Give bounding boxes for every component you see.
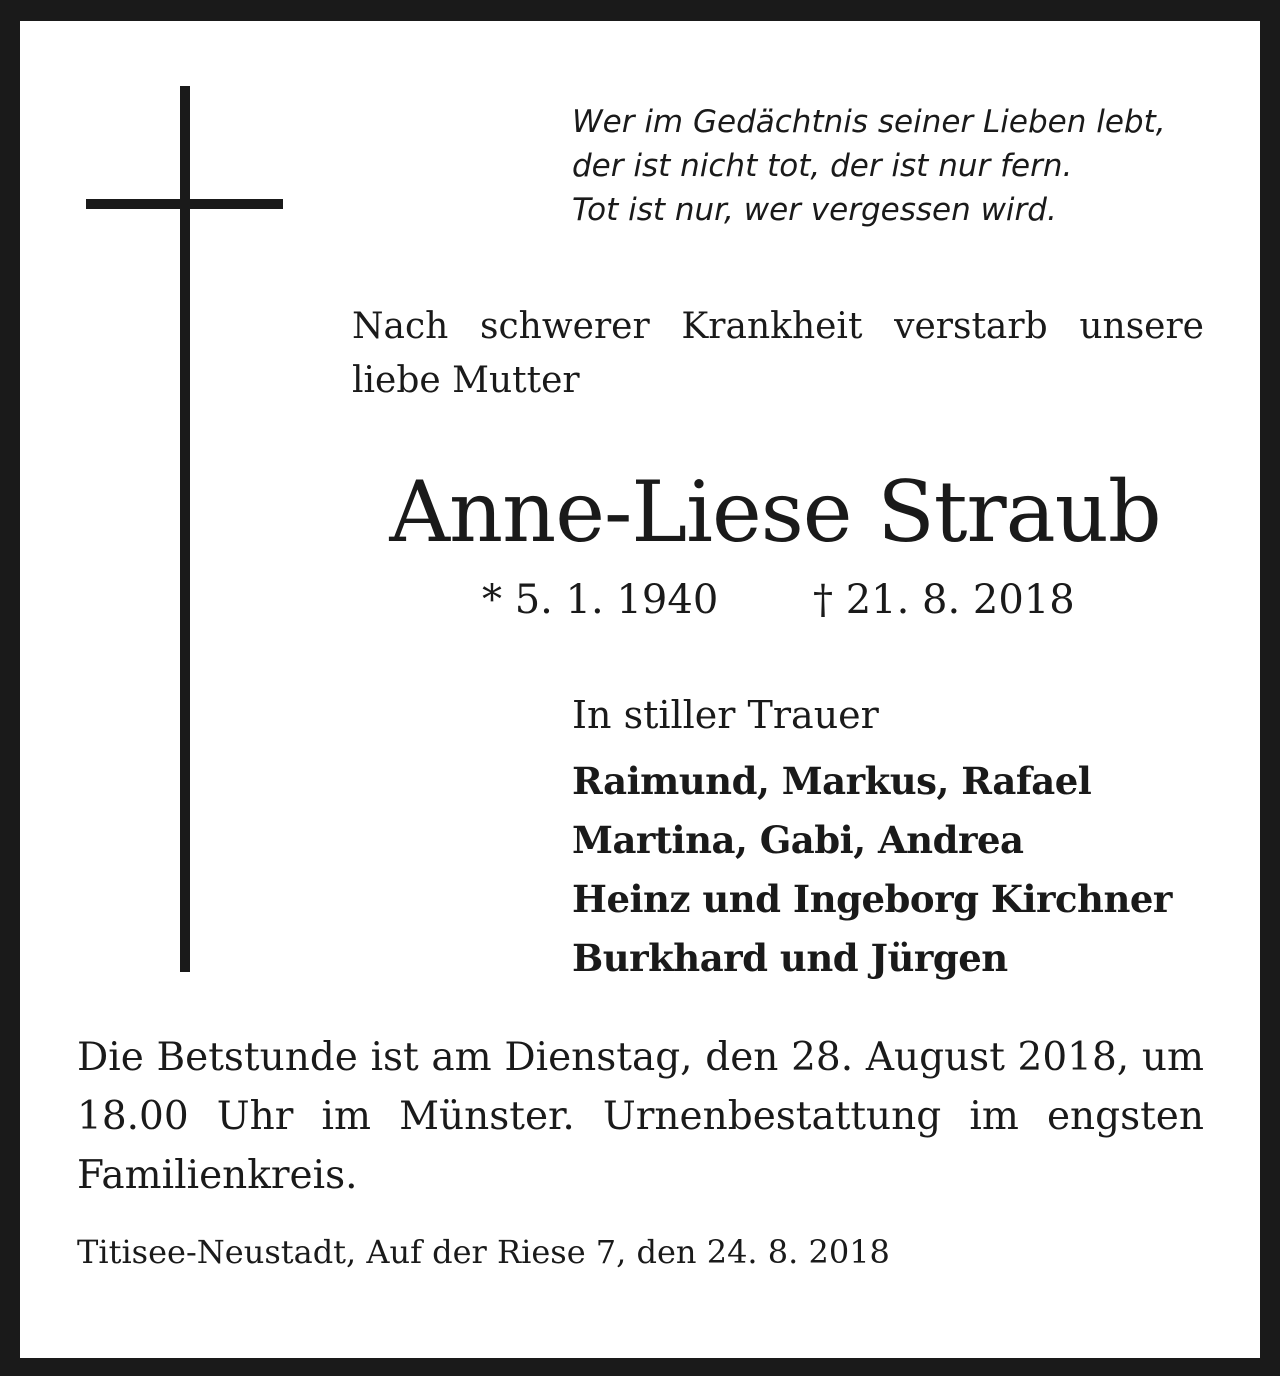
mourner-line: Martina, Gabi, Andrea [572, 818, 1024, 862]
cross-vertical-bar [180, 86, 190, 972]
place-and-date: Titisee-Neustadt, Auf der Riese 7, den 24. 8. 2018 [77, 1233, 890, 1271]
verse-line: Wer im Gedächtnis seiner Lieben lebt, [572, 104, 1166, 140]
mourner-line: Heinz und Ingeborg Kirchner [572, 877, 1172, 921]
mourner-line: Burkhard und Jürgen [572, 936, 1008, 980]
mourner-line: Raimund, Markus, Rafael [572, 759, 1092, 803]
deceased-name: Anne-Liese Straub [389, 463, 1161, 561]
verse-line: der ist nicht tot, der ist nur fern. [572, 148, 1073, 184]
memorial-verse [572, 100, 1232, 232]
mourning-intro: In stiller Trauer [572, 693, 879, 737]
birth-date: * 5. 1. 1940 [482, 577, 719, 623]
verse-line: Tot ist nur, wer vergessen wird. [572, 192, 1057, 228]
cross-horizontal-bar [86, 199, 283, 209]
death-date: † 21. 8. 2018 [813, 577, 1075, 623]
service-information: Die Betstunde ist am Dienstag, den 28. August 2018, um 18.00 Uhr im Münster. Urnenbestattung im engsten Familienkreis. [77, 1035, 1204, 1198]
death-announcement-text: Nach schwerer Krankheit verstarb unsere liebe Mutter [352, 306, 1204, 401]
mourners-list [572, 752, 1222, 988]
